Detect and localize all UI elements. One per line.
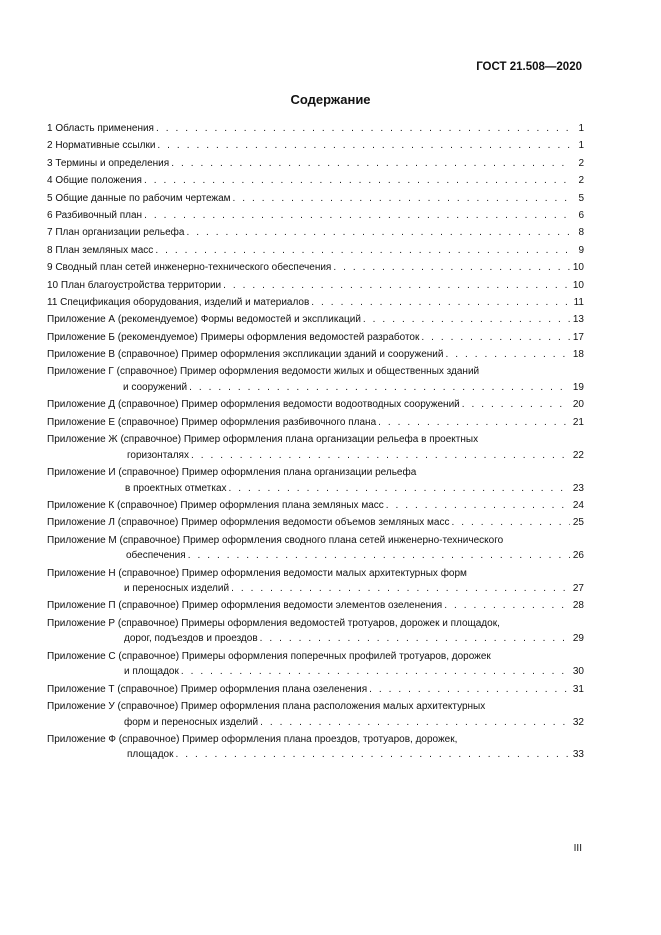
toc-entry-title: Приложение Л (справочное) Пример оформления ведомости объемов земляных масс [47,517,450,529]
toc-entry-title: 5 Общие данные по рабочим чертежам [47,192,231,204]
toc-entry-title: Приложение А (рекомендуемое) Формы ведомостей и экспликаций [47,314,361,326]
toc-entry-page: 13 [572,314,584,326]
toc-entry-title: форм и переносных изделий [124,716,259,728]
toc-entry[interactable] [47,397,584,413]
toc-entry-title: и сооружений [123,381,188,393]
dot-leader [156,121,571,137]
toc-entry-page: 29 [572,633,584,645]
toc-entry-title-line: Приложение М (справочное) Пример оформления сводного плана сетей инженерно-технического [47,534,504,546]
dot-leader [157,138,571,154]
dot-leader [189,380,570,396]
toc-entry-page: 21 [572,416,584,428]
toc-entry-title: и площадок [124,666,179,678]
toc-entry[interactable] [47,533,584,564]
toc-entry[interactable] [47,138,584,154]
toc-entry[interactable] [47,243,584,259]
toc-entry-title: Приложение Б (рекомендуемое) Примеры оформления ведомостей разработок [47,331,420,343]
dot-leader [188,548,570,564]
dot-leader [233,191,571,207]
dot-leader [171,156,571,172]
toc-entry-title-line: Приложение Н (справочное) Пример оформления ведомости малых архитектурных форм [47,567,467,579]
toc-entry-title-line: Приложение С (справочное) Примеры оформления поперечных профилей тротуаров, дорожек [47,650,491,662]
toc-entry-page: 33 [572,749,584,761]
toc-entry[interactable] [47,225,584,241]
dot-leader [155,243,571,259]
dot-leader [144,208,571,224]
toc-entry-page: 23 [572,482,584,494]
toc-entry-title: 7 План организации рельефа [47,227,185,239]
toc-entry-title: Приложение К (справочное) Пример оформления плана земляных масс [47,499,384,511]
toc-entry[interactable] [47,295,584,311]
toc-entry[interactable] [47,649,584,680]
toc-entry[interactable] [47,616,584,647]
toc-entry-page: 27 [572,583,584,595]
toc-entry[interactable] [47,465,584,496]
toc-entry-title: Приложение Д (справочное) Пример оформления ведомости водоотводных сооружений [47,399,460,411]
toc-entry-title: 11 Спецификация оборудования, изделий и материалов [47,296,310,308]
toc-entry[interactable] [47,566,584,597]
document-code: ГОСТ 21.508—2020 [476,61,582,73]
toc-entry-page: 25 [572,517,584,529]
toc-entry[interactable] [47,260,584,276]
toc-entry[interactable] [47,191,584,207]
toc-entry[interactable] [47,598,584,614]
toc-entry[interactable] [47,432,584,463]
dot-leader [333,260,570,276]
toc-entry-title-line: Приложение Ж (справочное) Пример оформления плана организации рельефа в проектных [47,434,479,446]
dot-leader [445,347,569,363]
page-number: III [573,843,582,854]
dot-leader [444,598,570,614]
dot-leader [181,664,570,680]
toc-entry[interactable] [47,173,584,189]
toc-title: Содержание [290,92,371,107]
dot-leader [223,278,570,294]
toc-entry-page: 24 [572,499,584,511]
toc-entry[interactable] [47,330,584,346]
toc-entry-page: 32 [572,716,584,728]
toc-entry-page: 18 [572,349,584,361]
toc-entry-title: 8 План земляных масс [47,244,154,256]
toc-entry-page: 8 [578,227,584,239]
toc-entry-title: Приложение В (справочное) Пример оформления экспликации зданий и сооружений [47,349,444,361]
dot-leader [386,498,570,514]
table-of-contents [47,121,584,765]
toc-entry[interactable] [47,347,584,363]
toc-entry-page: 10 [572,262,584,274]
toc-entry-page: 2 [578,157,584,169]
toc-entry[interactable] [47,699,584,730]
toc-entry[interactable] [47,498,584,514]
toc-entry-title: и переносных изделий [124,583,230,595]
dot-leader [144,173,571,189]
toc-entry-title: площадок [127,749,174,761]
toc-entry-page: 1 [578,140,584,152]
dot-leader [260,715,570,731]
toc-entry-page: 20 [572,399,584,411]
toc-entry[interactable] [47,312,584,328]
toc-entry-page: 6 [578,209,584,221]
toc-entry-title-line: Приложение Г (справочное) Пример оформления ведомости жилых и общественных зданий [47,366,480,378]
dot-leader [229,481,570,497]
toc-entry-title-line: Приложение Ф (справочное) Пример оформления плана проездов, тротуаров, дорожек, [47,733,458,745]
toc-entry-page: 19 [572,381,584,393]
dot-leader [369,682,570,698]
toc-entry[interactable] [47,682,584,698]
toc-entry-page: 9 [578,244,584,256]
toc-entry[interactable] [47,415,584,431]
toc-entry-title: обеспечения [126,550,186,562]
toc-entry-page: 17 [572,331,584,343]
toc-entry[interactable] [47,121,584,137]
toc-entry[interactable] [47,156,584,172]
dot-leader [421,330,570,346]
toc-entry-page: 22 [572,449,584,461]
toc-entry-title-line: Приложение Р (справочное) Примеры оформления ведомостей тротуаров, дорожек и площадок, [47,617,500,629]
toc-entry-page: 11 [573,296,584,308]
toc-entry-title: 9 Сводный план сетей инженерно-технического обеспечения [47,262,332,274]
dot-leader [363,312,570,328]
toc-entry-title: 6 Разбивочный план [47,209,143,221]
toc-entry-page: 30 [572,666,584,678]
toc-entry[interactable] [47,364,584,395]
toc-entry[interactable] [47,732,584,763]
toc-entry-page: 5 [578,192,584,204]
toc-entry-page: 2 [578,175,584,187]
toc-entry-title: Приложение Т (справочное) Пример оформления плана озеленения [47,683,368,695]
toc-entry-page: 31 [572,683,584,695]
toc-entry-title: Приложение П (справочное) Пример оформления ведомости элементов озеленения [47,600,443,612]
toc-entry-title: горизонталях [127,449,189,461]
toc-entry-title: Приложение Е (справочное) Пример оформления разбивочного плана [47,416,377,428]
toc-entry-title-line: Приложение И (справочное) Пример оформления плана организации рельефа [47,467,417,479]
dot-leader [451,515,569,531]
dot-leader [186,225,571,241]
toc-entry-title: в проектных отметках [125,482,227,494]
toc-entry-page: 1 [578,123,584,134]
toc-entry-page: 28 [572,600,584,612]
dot-leader [378,415,570,431]
toc-entry-page: 10 [572,279,584,291]
toc-entry-title: 10 План благоустройства территории [47,279,222,291]
toc-entry-title: дорог, подъездов и проездов [124,633,258,645]
dot-leader [231,581,570,597]
toc-entry-page: 26 [572,550,584,562]
toc-entry-title: 4 Общие положения [47,175,142,187]
toc-entry[interactable] [47,278,584,294]
toc-entry[interactable] [47,515,584,531]
dot-leader [191,448,570,464]
toc-entry-title: 1 Область применения [47,123,154,134]
toc-entry-title: 3 Термины и определения [47,157,170,169]
dot-leader [260,631,570,647]
toc-entry-title-line: Приложение У (справочное) Пример оформления плана расположения малых архитектурных [47,701,486,713]
dot-leader [311,295,570,311]
toc-entry-title: 2 Нормативные ссылки [47,140,156,152]
toc-entry[interactable] [47,208,584,224]
dot-leader [462,397,570,413]
dot-leader [175,747,569,763]
